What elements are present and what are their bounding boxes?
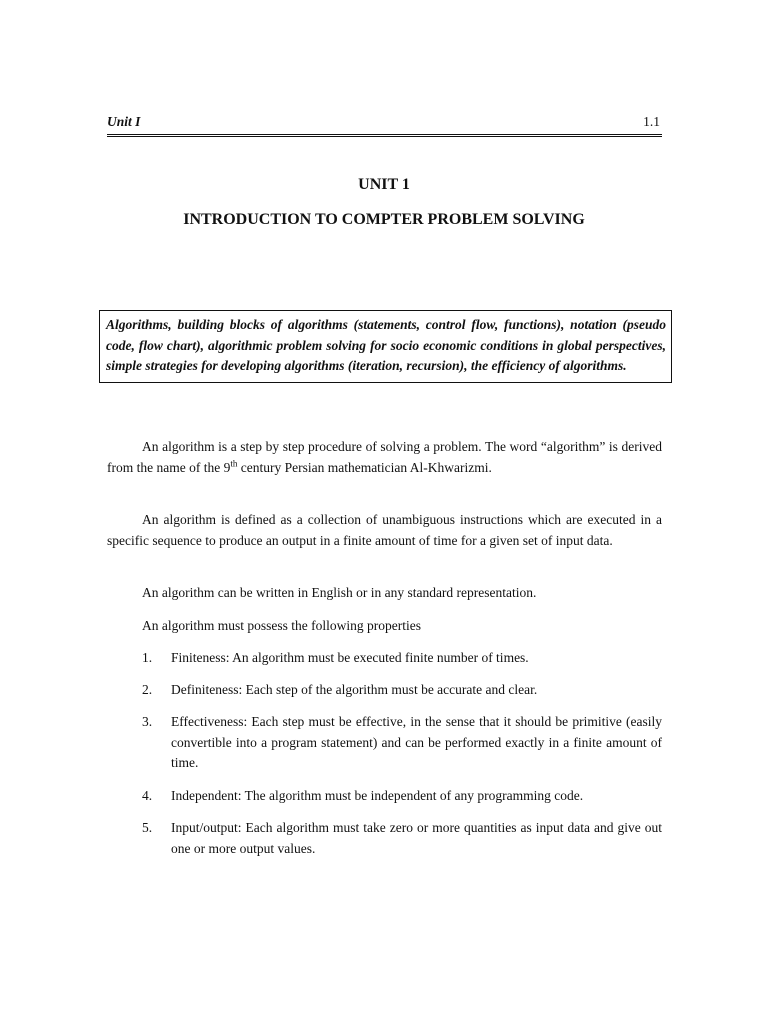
list-text: Independent: The algorithm must be independent of any programming code. bbox=[171, 788, 584, 803]
list-text: Finiteness: An algorithm must be executed finite number of times. bbox=[171, 650, 529, 665]
unit-heading: UNIT 1 bbox=[358, 176, 410, 193]
paragraph-4: An algorithm must possess the following properties bbox=[142, 618, 421, 633]
ordinal-superscript: th bbox=[230, 458, 238, 468]
paragraph-1 bbox=[107, 437, 662, 478]
list-number: 1. bbox=[142, 650, 153, 665]
list-number: 2. bbox=[142, 682, 153, 697]
chapter-title: INTRODUCTION TO COMPTER PROBLEM SOLVING bbox=[183, 211, 585, 228]
paragraph-3: An algorithm can be written in English or in any standard representation. bbox=[142, 585, 537, 600]
list-text: Definiteness: Each step of the algorithm must be accurate and clear. bbox=[171, 682, 538, 697]
paragraph-1-text: An algorithm is a step by step procedure of solving a problem. The word “algorithm” is derived from the name of the 9 bbox=[107, 439, 662, 475]
paragraph-2: An algorithm is defined as a collection of unambiguous instructions which are executed in a specific sequence to produce an output in a finite amount of time for a given set of input data. bbox=[107, 512, 662, 548]
list-text: Effectiveness: Each step must be effective, in the sense that it should be primitive (easily convertible into a program statement) and can be performed exactly in a finite amount of time. bbox=[171, 714, 662, 770]
list-number: 4. bbox=[142, 788, 153, 803]
unit-label: Unit I bbox=[107, 114, 141, 129]
syllabus-box: Algorithms, building blocks of algorithms (statements, control flow, functions), notation (pseudo code, flow chart), algorithmic problem solving for socio economic conditions in global perspectives, simple strategies for developing algorithms (iteration, recursion), the efficiency of algorithms. bbox=[99, 310, 672, 383]
list-text: Input/output: Each algorithm must take zero or more quantities as input data and give out one or more output values. bbox=[171, 820, 662, 856]
list-number: 3. bbox=[142, 714, 153, 729]
paragraph-1-text-end: century Persian mathematician Al-Khwarizmi. bbox=[237, 459, 492, 475]
list-number: 5. bbox=[142, 820, 153, 835]
running-header bbox=[107, 112, 662, 137]
page-number: 1.1 bbox=[643, 114, 660, 129]
